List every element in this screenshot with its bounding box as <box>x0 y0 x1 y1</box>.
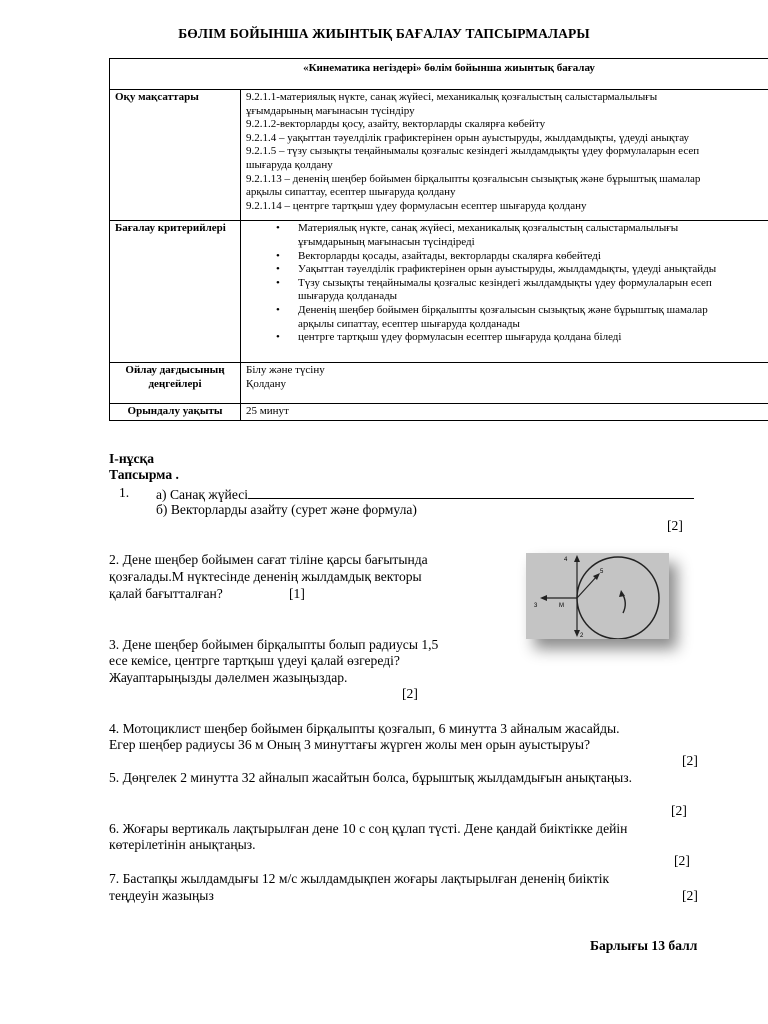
criteria-label: Бағалау критерийлері <box>110 221 241 363</box>
list-item: • Түзу сызықты теңайнымалы қозғалыс кезіндегі жылдамдықты үдеу формулаларын есеп шығаруда қолданады <box>298 277 768 304</box>
goals-label: Оқу мақсаттары <box>110 90 241 221</box>
q2-line: 2. Дене шеңбер бойымен сағат тіліне қарсы бағытында <box>109 552 428 567</box>
label-m: M <box>559 603 564 609</box>
q6-line: 6. Жоғары вертикаль лақтырылған дене 10 с соң құлап түсті. Дене қандай биіктікке дейін <box>109 821 628 836</box>
answer-blank <box>248 485 694 499</box>
assessment-table <box>109 58 768 421</box>
q7-mark: [2] <box>682 888 698 903</box>
q1-number: 1. <box>119 485 130 500</box>
q3-line: Жауаптарыңызды дәлелмен жазыңыздар. <box>109 670 348 685</box>
variant-heading: І-нұсқа <box>109 451 155 466</box>
q1-mark: [2] <box>667 518 683 533</box>
goal-line: шығаруда қолдану <box>246 158 333 171</box>
q4-mark: [2] <box>682 753 698 768</box>
q5-mark: [2] <box>671 803 687 818</box>
goal-line: 9.2.1.13 – дененің шеңбер бойымен бірқалыпты қозғалысын сызықтық және бұрыштық шамалар <box>246 172 701 185</box>
label-4: 4 <box>564 557 568 563</box>
goal-line: 9.2.1.4 – уақыттан тәуелділік графиктерінен орын ауыстыруды, жылдамдықты, үдеуді анықтау <box>246 131 690 144</box>
list-item: • Векторларды қосады, азайтады, векторларды скалярға көбейтеді <box>298 250 768 264</box>
total-score: Барлығы 13 балл <box>590 938 698 953</box>
criteria-list <box>246 222 768 344</box>
q1-part-a: а) Санақ жүйесі <box>156 485 694 504</box>
label-2: 2 <box>580 633 584 639</box>
circular-motion-figure <box>526 553 669 639</box>
q7-line: теңдеуін жазыңыз <box>109 888 214 903</box>
task-heading: Тапсырма . <box>109 467 179 482</box>
time-value: 25 минут <box>241 404 768 421</box>
goal-line: 9.2.1.1-материялық нүкте, санақ жүйесі, механикалық қозғалыстың салыстармалылығы <box>246 91 658 103</box>
time-label: Орындалу уақыты <box>110 404 241 421</box>
goal-line: арқылы сипаттау, есептер шығаруда қолдану <box>246 186 456 199</box>
thinking-label: Ойлау дағдысының деңгейлері <box>110 363 241 404</box>
list-item: • центрге тартқыш үдеу формуласын есептер шығаруда қолдана біледі <box>298 331 768 345</box>
q2-line: қалай бағытталған? <box>109 586 223 601</box>
list-item: • Уақыттан тәуелділік графиктерінен орын ауыстыруды, жылдамдықты, үдеуді анықтайды <box>298 263 768 277</box>
thinking-level: Білу және түсіну <box>246 364 325 377</box>
q2-line: қозғалады.М нүктесінде дененің жылдамдық векторы <box>109 569 422 584</box>
table-header: «Кинематика негіздері» бөлім бойынша жиынтық бағалау <box>110 59 768 90</box>
q4-line: 4. Мотоциклист шеңбер бойымен бірқалыпты қозғалып, 6 минутта 3 айналым жасайды. <box>109 721 620 736</box>
q1-part-b: б) Векторларды азайту (сурет және формула) <box>156 502 417 517</box>
criteria-cell <box>241 221 768 363</box>
list-item: • Материялық нүкте, санақ жүйесі, механикалық қозғалыстың салыстармалылығы ұғымдарының мағынасын түсіндіреді <box>298 222 768 249</box>
q4-line: Егер шеңбер радиусы 36 м Оның 3 минуттағы жүрген жолы мен орын ауыстыруы? <box>109 737 591 752</box>
circle-diagram <box>526 553 669 639</box>
label-5: 5 <box>600 569 604 575</box>
q3-line: есе кемісе, центрге тартқыш үдеуі қалай өзгереді? <box>109 653 400 668</box>
q3-line: 3. Дене шеңбер бойымен бірқалыпты болып радиусы 1,5 <box>109 637 439 652</box>
list-item: • Дененің шеңбер бойымен бірқалыпты қозғалысын сызықтық және бұрыштық шамалар арқылы сипаттау, есептер шығаруда қолданады <box>298 304 768 331</box>
q6-line: көтерілетінін анықтаңыз. <box>109 837 256 852</box>
goal-line: 9.2.1.2-векторларды қосу, азайту, векторларды скалярға көбейту <box>246 118 546 131</box>
goals-cell <box>241 90 768 221</box>
q6-mark: [2] <box>674 853 690 868</box>
goal-line: 9.2.1.5 – түзу сызықты теңайнымалы қозғалыс кезіндегі жылдамдықты үдеу формулаларын есеп <box>246 145 700 158</box>
goal-line: 9.2.1.14 – центрге тартқыш үдеу формуласын есептер шығаруда қолдану <box>246 199 587 212</box>
goal-line: ұғымдарының мағынасын түсіндіру <box>246 104 415 117</box>
q7-line: 7. Бастапқы жылдамдығы 12 м/с жылдамдықпен жоғары лақтырылған дененің биіктік <box>109 871 610 886</box>
q2-mark: [1] <box>289 586 305 601</box>
thinking-level: Қолдану <box>246 377 287 390</box>
q3-mark: [2] <box>402 686 418 701</box>
label-3: 3 <box>534 603 538 609</box>
q5-line: 5. Дөңгелек 2 минутта 32 айналып жасайтын болса, бұрыштық жылдамдығын анықтаңыз. <box>109 770 633 785</box>
thinking-cell <box>241 363 768 404</box>
page-title: БӨЛІМ БОЙЫНША ЖИЫНТЫҚ БАҒАЛАУ ТАПСЫРМАЛАРЫ <box>178 26 590 41</box>
